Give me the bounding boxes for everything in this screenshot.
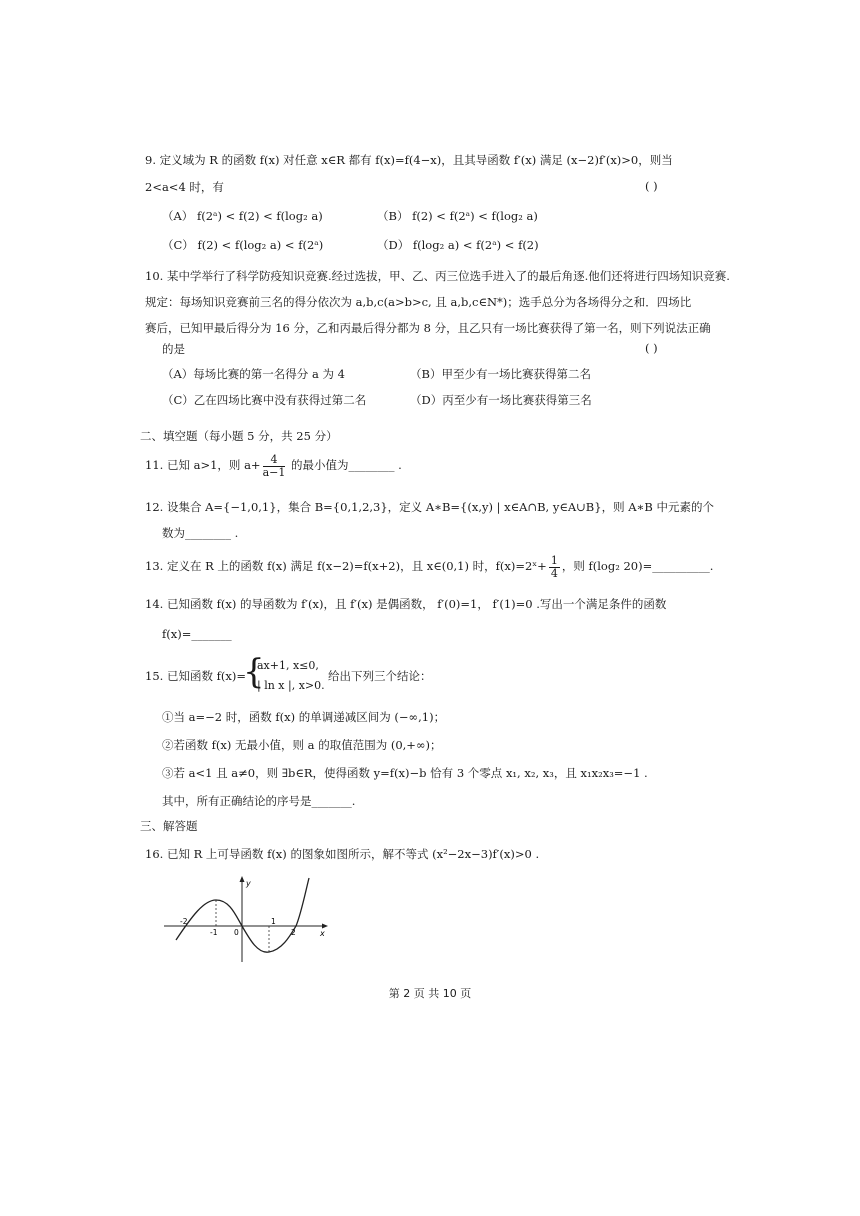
q10-option-d: （D）丙至少有一场比赛获得第三名 — [410, 393, 592, 407]
q10-line4: 的是 — [162, 342, 185, 356]
q9-line1: 9. 定义域为 R 的函数 f(x) 对任意 x∈R 都有 f(x)=f(4−x)，且其导函数 f′(x) 满足 (x−2)f′(x)>0，则当 — [145, 153, 673, 167]
q14-line2: f(x)=_______ — [162, 627, 232, 641]
q15-conclusion-2: ②若函数 f(x) 无最小值，则 a 的取值范围为 (0,+∞)； — [162, 738, 442, 752]
section-fill-in-heading: 二、填空题（每小题 5 分，共 25 分） — [140, 429, 338, 443]
q15-post: 给出下列三个结论： — [328, 669, 432, 683]
q15-case1: ax+1, x≤0, — [257, 659, 319, 672]
q11-pre: 11. 已知 a>1，则 a+ — [145, 458, 261, 472]
q15-conclusion-3: ③若 a<1 且 a≠0，则 ∃b∈R，使得函数 y=f(x)−b 恰有 3 个零点 x₁, x₂, x₃，且 x₁x₂x₃=−1 . — [162, 766, 648, 780]
graph-tick-0: 0 — [234, 928, 239, 937]
page-footer: 第 2 页 共 10 页 — [388, 987, 472, 1000]
graph-tick-neg2: -2 — [180, 917, 188, 926]
q13-pre: 13. 定义在 R 上的函数 f(x) 满足 f(x−2)=f(x+2)，且 x∈(0,1) 时，f(x)=2ˣ+ — [145, 559, 547, 573]
q13 — [145, 553, 713, 580]
q10-answer-paren: ( ) — [645, 341, 658, 355]
q12-line1: 12. 设集合 A={−1,0,1}，集合 B={0,1,2,3}，定义 A∗B={(x,y) | x∈A∩B, y∈A∪B}，则 A∗B 中元素的个 — [145, 500, 714, 514]
graph-y-label: y — [246, 879, 251, 888]
q15-end: 其中，所有正确结论的序号是_______. — [162, 794, 356, 808]
graph-tick-2: 2 — [291, 928, 296, 937]
q10-option-b: （B）甲至少有一场比赛获得第二名 — [410, 367, 591, 381]
q13-fraction-num: 1 — [550, 553, 558, 567]
graph-tick-1: 1 — [271, 917, 276, 926]
q9-answer-paren: ( ) — [645, 179, 658, 193]
q9-option-c: （C） f(2) < f(log₂ a) < f(2ᵃ) — [162, 238, 324, 252]
q9-option-d: （D） f(log₂ a) < f(2ᵃ) < f(2) — [377, 238, 539, 252]
section-answer-heading: 三、解答题 — [140, 819, 198, 833]
q12-line2: 数为________ . — [162, 526, 239, 540]
q13-fraction — [549, 555, 560, 580]
q15-brace: { — [243, 652, 265, 692]
q16-text: 16. 已知 R 上可导函数 f(x) 的图象如图所示，解不等式 (x²−2x−3)f′(x)>0 . — [145, 847, 540, 861]
q11-fraction-num: 4 — [263, 454, 286, 467]
q9-option-b: （B） f(2) < f(2ᵃ) < f(log₂ a) — [377, 209, 538, 223]
q11 — [145, 452, 402, 479]
q10-line2: 规定：每场知识竞赛前三名的得分依次为 a,b,c(a>b>c, 且 a,b,c∈N*)；选手总分为各场得分之和．四场比 — [145, 295, 692, 309]
q15-case2: | ln x |, x>0. — [257, 679, 325, 692]
q10-line1: 10. 某中学举行了科学防疫知识竞赛.经过选拔，甲、乙、丙三位选手进入了的最后角逐.他们还将进行四场知识竞赛. — [145, 269, 730, 283]
graph-y-arrow — [240, 876, 245, 882]
graph-x-label: x — [320, 929, 325, 938]
q13-fraction-den: 4 — [550, 566, 558, 580]
graph-x-arrow — [322, 924, 328, 929]
q11-fraction — [263, 454, 286, 479]
q13-post: ，则 f(log₂ 20)=__________. — [561, 559, 714, 573]
q15-conclusion-1: ①当 a=−2 时，函数 f(x) 的单调递减区间为 (−∞,1)； — [162, 710, 446, 724]
q10-line3: 赛后，已知甲最后得分为 16 分，乙和丙最后得分都为 8 分，且乙只有一场比赛获得了第一名，则下列说法正确 — [145, 321, 711, 335]
q15-pre: 15. 已知函数 f(x)= — [145, 669, 246, 683]
q10-option-a: （A）每场比赛的第一名得分 a 为 4 — [162, 367, 345, 381]
q9-option-a: （A） f(2ᵃ) < f(2) < f(log₂ a) — [162, 209, 323, 223]
q9-line2: 2<a<4 时，有 — [145, 180, 224, 194]
q11-fraction-den: a−1 — [262, 465, 286, 479]
graph-tick-neg1: -1 — [210, 928, 218, 937]
q11-post: 的最小值为________ . — [287, 458, 402, 472]
q10-option-c: （C）乙在四场比赛中没有获得过第二名 — [162, 393, 367, 407]
q14-line1: 14. 已知函数 f(x) 的导函数为 f′(x)，且 f′(x) 是偶函数， f′(0)=1， f′(1)=0 .写出一个满足条件的函数 — [145, 597, 667, 611]
q16-function-graph — [160, 872, 335, 964]
